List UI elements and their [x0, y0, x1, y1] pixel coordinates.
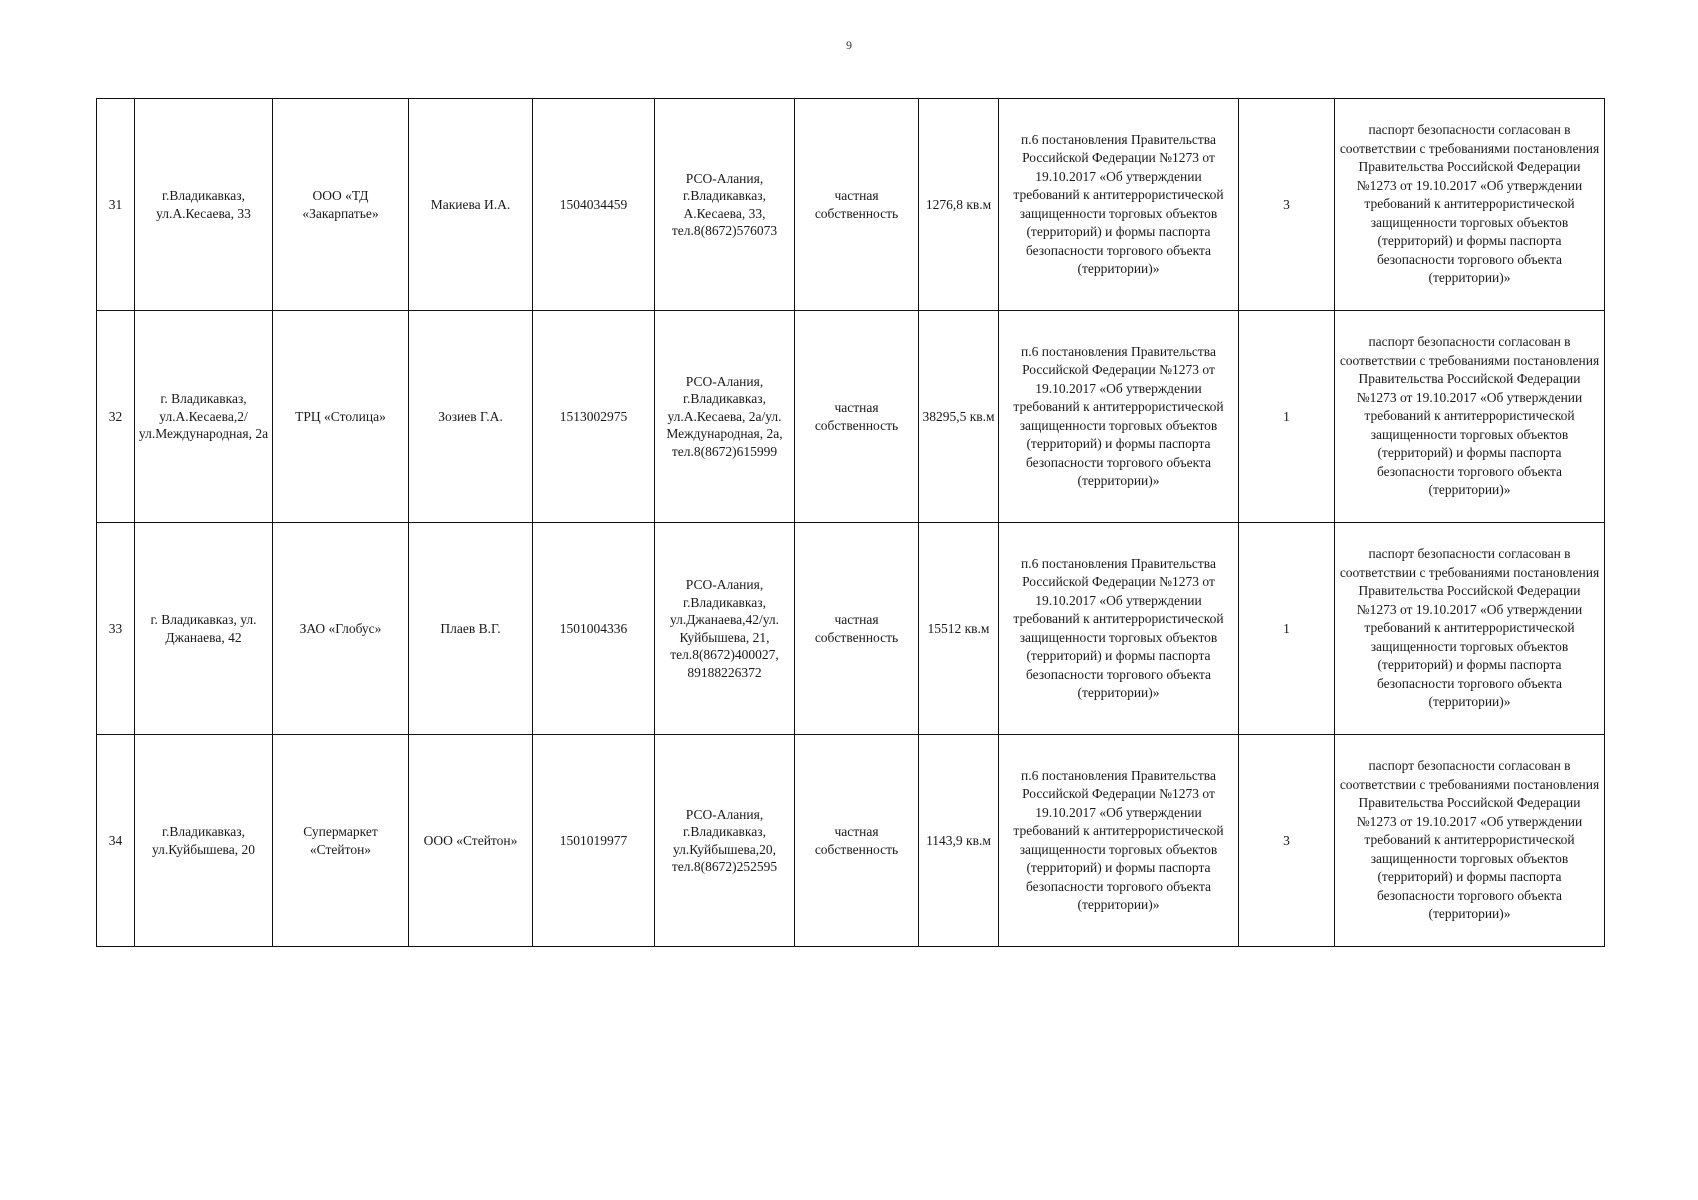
object-area: 1276,8 кв.м [919, 99, 999, 311]
passport-status: паспорт безопасности согласован в соответствии с требованиями постановления Правительства Российской Федерации №1273 от 19.10.2017 «Об утверждении требований к антитеррористической защищенности торговых объектов (территорий) и формы паспорта безопасности торгового объекта (территории)» [1335, 99, 1605, 311]
owner-name: Зозиев Г.А. [409, 311, 533, 523]
owner-name: Плаев В.Г. [409, 523, 533, 735]
registry-table [96, 98, 1605, 947]
object-name: ООО «ТД «Закарпатье» [273, 99, 409, 311]
regulatory-basis: п.6 постановления Правительства Российской Федерации №1273 от 19.10.2017 «Об утверждении требований к антитеррористической защищенности торговых объектов (территорий) и формы паспорта безопасности торгового объекта (территории)» [999, 99, 1239, 311]
object-name: ЗАО «Глобус» [273, 523, 409, 735]
inn: 1504034459 [533, 99, 655, 311]
contacts: РСО-Алания, г.Владикавказ, ул.А.Кесаева, 2а/ул. Международная, 2а, тел.8(8672)615999 [655, 311, 795, 523]
category: 3 [1239, 735, 1335, 947]
row-number: 32 [97, 311, 135, 523]
page-number: 9 [846, 38, 852, 52]
passport-status: паспорт безопасности согласован в соответствии с требованиями постановления Правительства Российской Федерации №1273 от 19.10.2017 «Об утверждении требований к антитеррористической защищенности торговых объектов (территорий) и формы паспорта безопасности торгового объекта (территории)» [1335, 523, 1605, 735]
contacts: РСО-Алания, г.Владикавказ, ул.Куйбышева,20, тел.8(8672)252595 [655, 735, 795, 947]
regulatory-basis: п.6 постановления Правительства Российской Федерации №1273 от 19.10.2017 «Об утверждении требований к антитеррористической защищенности торговых объектов (территорий) и формы паспорта безопасности торгового объекта (территории)» [999, 311, 1239, 523]
object-area: 38295,5 кв.м [919, 311, 999, 523]
contacts: РСО-Алания, г.Владикавказ, А.Кесаева, 33, тел.8(8672)576073 [655, 99, 795, 311]
row-number: 31 [97, 99, 135, 311]
regulatory-basis: п.6 постановления Правительства Российской Федерации №1273 от 19.10.2017 «Об утверждении требований к антитеррористической защищенности торговых объектов (территорий) и формы паспорта безопасности торгового объекта (территории)» [999, 523, 1239, 735]
ownership-form: частная собственность [795, 735, 919, 947]
row-number: 34 [97, 735, 135, 947]
category: 1 [1239, 311, 1335, 523]
passport-status: паспорт безопасности согласован в соответствии с требованиями постановления Правительства Российской Федерации №1273 от 19.10.2017 «Об утверждении требований к антитеррористической защищенности торговых объектов (территорий) и формы паспорта безопасности торгового объекта (территории)» [1335, 735, 1605, 947]
ownership-form: частная собственность [795, 311, 919, 523]
object-location: г. Владикавказ, ул. Джанаева, 42 [135, 523, 273, 735]
ownership-form: частная собственность [795, 523, 919, 735]
object-location: г.Владикавказ, ул.Куйбышева, 20 [135, 735, 273, 947]
table-row [97, 311, 1605, 523]
object-location: г. Владикавказ, ул.А.Кесаева,2/ ул.Международная, 2а [135, 311, 273, 523]
object-location: г.Владикавказ, ул.А.Кесаева, 33 [135, 99, 273, 311]
inn: 1513002975 [533, 311, 655, 523]
object-name: ТРЦ «Столица» [273, 311, 409, 523]
inn: 1501019977 [533, 735, 655, 947]
object-area: 15512 кв.м [919, 523, 999, 735]
table-row [97, 523, 1605, 735]
table-row [97, 735, 1605, 947]
object-area: 1143,9 кв.м [919, 735, 999, 947]
category: 1 [1239, 523, 1335, 735]
contacts: РСО-Алания, г.Владикавказ, ул.Джанаева,42/ул. Куйбышева, 21, тел.8(8672)400027, 89188226372 [655, 523, 795, 735]
owner-name: ООО «Стейтон» [409, 735, 533, 947]
regulatory-basis: п.6 постановления Правительства Российской Федерации №1273 от 19.10.2017 «Об утверждении требований к антитеррористической защищенности торговых объектов (территорий) и формы паспорта безопасности торгового объекта (территории)» [999, 735, 1239, 947]
row-number: 33 [97, 523, 135, 735]
table-row [97, 99, 1605, 311]
category: 3 [1239, 99, 1335, 311]
ownership-form: частная собственность [795, 99, 919, 311]
object-name: Супермаркет «Стейтон» [273, 735, 409, 947]
owner-name: Макиева И.А. [409, 99, 533, 311]
inn: 1501004336 [533, 523, 655, 735]
passport-status: паспорт безопасности согласован в соответствии с требованиями постановления Правительства Российской Федерации №1273 от 19.10.2017 «Об утверждении требований к антитеррористической защищенности торговых объектов (территорий) и формы паспорта безопасности торгового объекта (территории)» [1335, 311, 1605, 523]
